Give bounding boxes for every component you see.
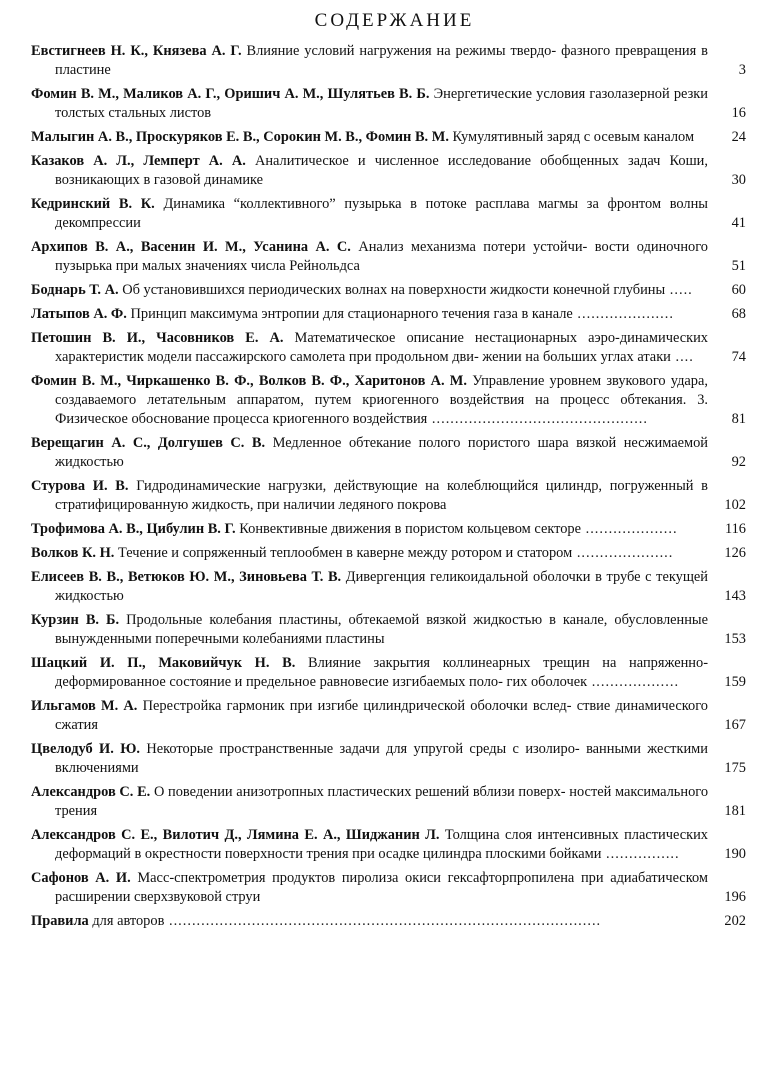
toc-entry-page-number: 92 [731, 454, 746, 470]
toc-entry-text [31, 152, 708, 190]
toc-entry-page-number: 51 [731, 258, 746, 274]
toc-entry-title-end: воздействия [352, 411, 428, 427]
toc-entry-text [31, 195, 708, 233]
toc-entry-title-end: условия газолазерной резки толстых стальных листов [55, 86, 708, 121]
toc-entry[interactable] [31, 85, 746, 128]
toc-entry[interactable] [31, 912, 746, 936]
toc-entry-page-number: 60 [731, 282, 746, 298]
toc-entry-authors: Ильгамов М. А. [31, 698, 138, 714]
toc-entry[interactable] [31, 568, 746, 611]
toc-entry-page-number: 153 [724, 631, 746, 647]
toc-entry-text [31, 544, 708, 563]
toc-entry-authors: Александров С. Е., Вилотич Д., Лямина Е. А., Шиджанин Л. [31, 827, 440, 843]
toc-entry-text [31, 329, 708, 367]
toc-entry-title: Управление уровнем звукового удара, создаваемого летательным аппаратом, путем криогенного воздействия на процесс обтекания. 3. Физическое обоснование процесса криогенного [55, 373, 708, 427]
toc-entry-page-number: 143 [724, 588, 746, 604]
toc-entry-page-number: 68 [731, 306, 746, 322]
toc-entry-text [31, 826, 708, 864]
toc-entry-title: Динамика “коллективного” пузырька в потоке расплава магмы за [163, 196, 599, 212]
toc-entry-title: Продольные колебания пластины, обтекаемой вязкой жидкостью в канале, [126, 612, 608, 628]
toc-entry-authors: Казаков А. Л., Лемперт А. А. [31, 153, 246, 169]
toc-entry-title: Об установившихся периодических волнах на поверхности жидкости [122, 282, 550, 298]
toc-entry-authors: Малыгин А. В., Проскуряков Е. В., Сорокин М. В., Фомин В. М. [31, 129, 449, 145]
toc-entry-title-end: конечной глубины [552, 282, 666, 298]
toc-entry-text [31, 740, 708, 778]
toc-entry-title: О поведении анизотропных пластических решений вблизи поверх- [153, 784, 566, 800]
toc-entry-authors: Архипов В. А., Васенин И. М., Усанина А. С. [31, 239, 351, 255]
toc-entry[interactable] [31, 329, 746, 372]
toc-entry[interactable] [31, 697, 746, 740]
toc-entry-authors: Кедринский В. К. [31, 196, 155, 212]
toc-entry[interactable] [31, 783, 746, 826]
toc-entry-authors: Петошин В. И., Часовников Е. А. [31, 330, 284, 346]
toc-entry-title: Анализ механизма потери устойчи- [358, 239, 588, 255]
toc-entry-title-end: оболочки в трубе с текущей жидкостью [55, 569, 708, 604]
toc-entry-title-end: заряд с осевым каналом [547, 129, 695, 145]
dot-leader: ............................................... [427, 411, 648, 427]
toc-entry-text [31, 912, 708, 931]
toc-entry-page-number: 159 [724, 674, 746, 690]
toc-entry-text [31, 305, 708, 324]
toc-entry-title: Некоторые пространственные задачи для упругой среды с изолиро- [146, 741, 580, 757]
toc-entry[interactable] [31, 372, 746, 434]
toc-entry-title: Влияние закрытия коллинеарных трещин на напряженно-деформированное состояние и предельное равновесие изгибаемых поло- [55, 655, 708, 690]
toc-entry-title-end: цилиндра плоскими бойками [422, 846, 602, 862]
toc-entry-title-end: фронтом волны декомпрессии [55, 196, 708, 231]
dot-leader: .................... [581, 521, 678, 537]
toc-entry-title-end: для авторов [92, 913, 165, 929]
toc-entry-page-number: 116 [724, 521, 746, 537]
toc-entry-text [31, 869, 708, 907]
toc-entry-title-end: фазного превращения в пластине [55, 43, 708, 78]
toc-entry-title: Конвективные движения в пористом кольцевом [239, 521, 531, 537]
toc-entry-page-number: 167 [724, 717, 746, 733]
toc-entry-title: Толщина слоя интенсивных пластических деформаций в окрестности поверхности трения при осадке [55, 827, 708, 862]
toc-entry-page-number: 81 [731, 411, 746, 427]
toc-entry-page-number: 30 [731, 172, 746, 188]
toc-entry-title-end: вости одиночного пузырька при малых значениях числа Рейнольдса [55, 239, 708, 274]
toc-entry-title: Гидродинамические нагрузки, действующие на колеблющийся цилиндр, [136, 478, 603, 494]
toc-entry-title: Математическое описание нестационарных аэро-динамических характеристик модели пассажирского самолета при продольном дви- [55, 330, 708, 365]
toc-entry-text [31, 477, 708, 515]
toc-entry-title: Перестройка гармоник при изгибе цилиндрической оболочки вслед- [142, 698, 572, 714]
toc-entry-text [31, 520, 708, 539]
toc-entry-text [31, 128, 708, 147]
toc-entry-authors: Трофимова А. В., Цибулин В. Г. [31, 521, 236, 537]
toc-entry-page-number: 24 [731, 129, 746, 145]
toc-entry[interactable] [31, 195, 746, 238]
toc-entry[interactable] [31, 128, 746, 152]
toc-list [0, 42, 759, 936]
dot-leader: ..................... [572, 306, 674, 322]
toc-entry-title-end: ванными жесткими включениями [55, 741, 708, 776]
toc-entry-text [31, 783, 708, 821]
toc-entry-page-number: 196 [724, 889, 746, 905]
toc-entry-page-number: 175 [724, 760, 746, 776]
toc-entry-authors: Фомин В. М., Маликов А. Г., Оришич А. М., Шулятьев В. Б. [31, 86, 430, 102]
toc-entry[interactable] [31, 238, 746, 281]
toc-entry-title-end: жении на больших углах атаки [482, 349, 671, 365]
toc-entry-authors: Латыпов А. Ф. [31, 306, 127, 322]
toc-entry-title-end: гих оболочек [506, 674, 588, 690]
toc-entry[interactable] [31, 42, 746, 85]
toc-entry[interactable] [31, 544, 746, 568]
toc-entry-text [31, 654, 708, 692]
toc-entry-page-number: 126 [724, 545, 746, 561]
toc-entry[interactable] [31, 654, 746, 697]
toc-entry-title-end: вязкой несжимаемой жидкостью [55, 435, 708, 470]
toc-entry-page-number: 16 [731, 105, 746, 121]
toc-entry-authors: Евстигнеев Н. К., Князева А. Г. [31, 43, 242, 59]
dot-leader: ................... [587, 674, 680, 690]
toc-entry-page-number: 74 [731, 349, 746, 365]
toc-entry-title-end: задач Коши, возникающих в газовой динамике [55, 153, 708, 188]
toc-entry-authors: Волков К. Н. [31, 545, 115, 561]
toc-entry-text [31, 434, 708, 472]
toc-entry-title: Дивергенция геликоидальной [345, 569, 529, 585]
toc-entry-authors: Верещагин А. С., Долгушев С. В. [31, 435, 266, 451]
toc-entry[interactable] [31, 611, 746, 654]
toc-entry-authors: Елисеев В. В., Ветюков Ю. М., Зиновьева Т. В. [31, 569, 342, 585]
toc-entry-title: Энергетические [433, 86, 532, 102]
toc-entry-title: Влияние условий нагружения на режимы твердо- [246, 43, 557, 59]
toc-entry[interactable] [31, 152, 746, 195]
toc-entry-text [31, 697, 708, 735]
toc-entry-authors: Александров С. Е. [31, 784, 151, 800]
dot-leader: .............................................................................................. [164, 913, 602, 929]
toc-entry-text [31, 611, 708, 649]
toc-entry-text [31, 238, 708, 276]
dot-leader: ................ [601, 846, 680, 862]
toc-entry-page-number: 190 [724, 846, 746, 862]
toc-entry[interactable] [31, 740, 746, 783]
toc-entry-title: Масс-спектрометрия продуктов пиролиза окиси гексафторпропилена при [137, 870, 604, 886]
toc-entry-page-number: 3 [738, 62, 746, 78]
toc-entry-text [31, 85, 708, 123]
toc-entry-authors: Правила [31, 913, 89, 929]
page-title: СОДЕРЖАНИЕ [314, 10, 475, 31]
toc-entry-title-end: Принцип максимума энтропии для стационарного течения газа в канале [130, 306, 573, 322]
toc-entry[interactable] [31, 305, 746, 329]
toc-entry-authors: Боднарь Т. А. [31, 282, 119, 298]
toc-entry-title-end: ностей максимального трения [55, 784, 709, 819]
toc-entry-title-end: ствие динамического сжатия [55, 698, 708, 733]
toc-entry-title-end: секторе [534, 521, 582, 537]
toc-entry-text [31, 281, 708, 300]
toc-entry-title: Кумулятивный [452, 129, 544, 145]
toc-entry-authors: Стурова И. В. [31, 478, 129, 494]
toc-entry-authors: Фомин В. М., Чиркашенко В. Ф., Волков В. Ф., Харитонов А. М. [31, 373, 467, 389]
toc-entry-authors: Шацкий И. П., Маковийчук Н. В. [31, 655, 296, 671]
toc-entry-authors: Курзин В. Б. [31, 612, 120, 628]
toc-entry[interactable] [31, 281, 746, 305]
dot-leader: ..................... [572, 545, 674, 561]
toc-entry-page-number: 102 [724, 497, 746, 513]
toc-entry-text [31, 568, 708, 606]
toc-entry-text [31, 372, 708, 429]
toc-entry-title-end: погруженный в стратифицированную жидкость, при наличии ледяного покрова [55, 478, 708, 513]
toc-entry-text [31, 42, 708, 80]
toc-entry[interactable] [31, 826, 746, 869]
toc-entry-authors: Сафонов А. И. [31, 870, 131, 886]
toc-entry-title-end: адиабатическом расширении сверхзвуковой струи [55, 870, 708, 905]
toc-entry-title: Аналитическое и численное исследование обобщенных [254, 153, 619, 169]
toc-entry-authors: Цвелодуб И. Ю. [31, 741, 141, 757]
toc-entry-title-end: Течение и сопряженный теплообмен в каверне между ротором и статором [118, 545, 573, 561]
toc-entry-page-number: 41 [731, 215, 746, 231]
toc-entry-page-number: 202 [724, 913, 746, 929]
toc-entry[interactable] [31, 520, 746, 544]
toc-entry-title-end: обусловленные вынужденными поперечными колебаниями пластины [55, 612, 708, 647]
dot-leader: .... [670, 349, 694, 365]
toc-entry[interactable] [31, 434, 746, 477]
dot-leader: ..... [665, 282, 693, 298]
toc-entry-title: Медленное обтекание полого пористого шара [272, 435, 569, 451]
toc-entry[interactable] [31, 477, 746, 520]
toc-entry-page-number: 181 [724, 803, 746, 819]
toc-entry[interactable] [31, 869, 746, 912]
